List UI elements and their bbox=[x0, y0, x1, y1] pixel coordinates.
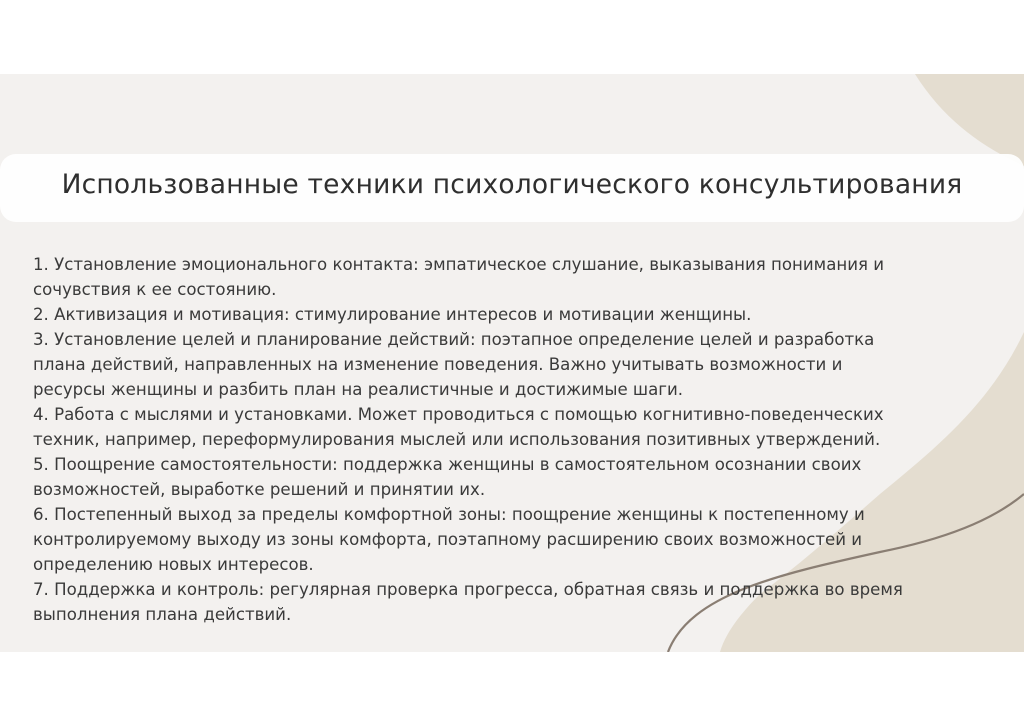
text-line: техник, например, переформулирования мыслей или использования позитивных утверждений. bbox=[33, 430, 881, 449]
text-line: контролируемому выходу из зоны комфорта, поэтапному расширению своих возможностей и bbox=[33, 530, 863, 549]
text-line: 4. Работа с мыслями и установками. Может проводиться с помощью когнитивно-поведенческих bbox=[33, 405, 884, 424]
text-line: 2. Активизация и мотивация: стимулирование интересов и мотивации женщины. bbox=[33, 305, 752, 324]
beige-corner-shape bbox=[915, 74, 1024, 166]
text-line: 1. Установление эмоционального контакта: эмпатическое слушание, выказывания понимания и bbox=[33, 255, 885, 274]
text-line: 3. Установление целей и планирование действий: поэтапное определение целей и разработка bbox=[33, 330, 875, 349]
slide bbox=[0, 74, 1024, 652]
techniques-list bbox=[33, 252, 993, 627]
text-line: возможностей, выработке решений и принятии их. bbox=[33, 480, 486, 499]
text-line: 6. Постепенный выход за пределы комфортной зоны: поощрение женщины к постепенному и bbox=[33, 505, 865, 524]
text-line: плана действий, направленных на изменение поведения. Важно учитывать возможности и bbox=[33, 355, 843, 374]
text-line: сочувствия к ее состоянию. bbox=[33, 280, 277, 299]
text-line: 5. Поощрение самостоятельности: поддержка женщины в самостоятельном осознании своих bbox=[33, 455, 862, 474]
text-line: ресурсы женщины и разбить план на реалистичные и достижимые шаги. bbox=[33, 380, 684, 399]
text-line: 7. Поддержка и контроль: регулярная проверка прогресса, обратная связь и поддержка во время bbox=[33, 580, 903, 599]
slide-title: Использованные техники психологического консультирования bbox=[61, 169, 963, 200]
text-line: выполнения плана действий. bbox=[33, 605, 292, 624]
text-line: определению новых интересов. bbox=[33, 555, 314, 574]
